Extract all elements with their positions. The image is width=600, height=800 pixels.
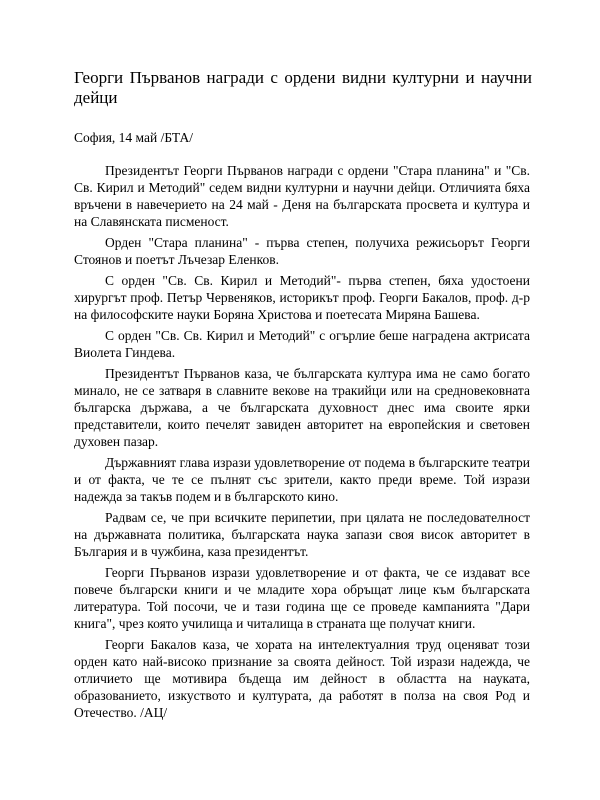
title-line: Георги Първанов награди с ордени видни културни и научни bbox=[74, 68, 532, 87]
document-title bbox=[74, 68, 532, 108]
paragraph: С орден "Св. Св. Кирил и Методий" с огърлие беше наградена актрисата Виолета Гиндева. bbox=[74, 328, 530, 360]
paragraph: Президентът Първанов каза, че българската култура има не само богато минало, не се затваря в славните векове на тракийци или на средновековната българска държава, а че българската духовност днес има своите ярки представители, които печелят завиден авторитет на европейския и световен духовен пазар. bbox=[74, 366, 530, 449]
paragraph: Георги Бакалов каза, че хората на интелектуалния труд оценяват този орден като най-високо признание за своята дейност. Той изрази надежда, че отличието ще мотивира бъдеща им дейност в областта на науката, образованието, изкуството и културата, да работят в полза на своя Род и Отечество. /АЦ/ bbox=[74, 637, 530, 720]
paragraph: С орден "Св. Св. Кирил и Методий"- първа степен, бяха удостоени хирургът проф. Петър Червеняков, историкът проф. Георги Бакалов, проф. д-р на философските науки Боряна Христова и поетесата Миряна Башева. bbox=[74, 273, 530, 322]
article-body bbox=[74, 162, 530, 721]
paragraph: Орден "Стара планина" - първа степен, получиха режисьорът Георги Стоянов и поетът Лъчезар Еленков. bbox=[74, 235, 530, 267]
title-line: дейци bbox=[74, 88, 118, 107]
dateline: София, 14 май /БТА/ bbox=[74, 130, 194, 145]
paragraph: Радвам се, че при всичките перипетии, при цялата не последователност на държавната политика, българската наука запази своя висок авторитет в България и в чужбина, каза президентът. bbox=[74, 510, 530, 559]
paragraph: Президентът Георги Първанов награди с ордени "Стара планина" и "Св. Св. Кирил и Методий" седем видни културни и научни дейци. Отличията бяха връчени в навечерието на 24 май - Деня на българската просвета и култура и на Славянската писменост. bbox=[74, 163, 530, 229]
paragraph: Държавният глава изрази удовлетворение от подема в българските театри и от факта, че те се пълнят със зрители, както преди време. Той изрази надежда за такъв подем и в българското кино. bbox=[74, 455, 530, 504]
paragraph: Георги Първанов изрази удовлетворение и от факта, че се издават все повече български книги и че младите хора обръщат лице към българската литература. Той посочи, че и тази година ще се проведе кампанията "Дари книга", чрез която училища и читалища в страната ще получат книги. bbox=[74, 565, 530, 631]
